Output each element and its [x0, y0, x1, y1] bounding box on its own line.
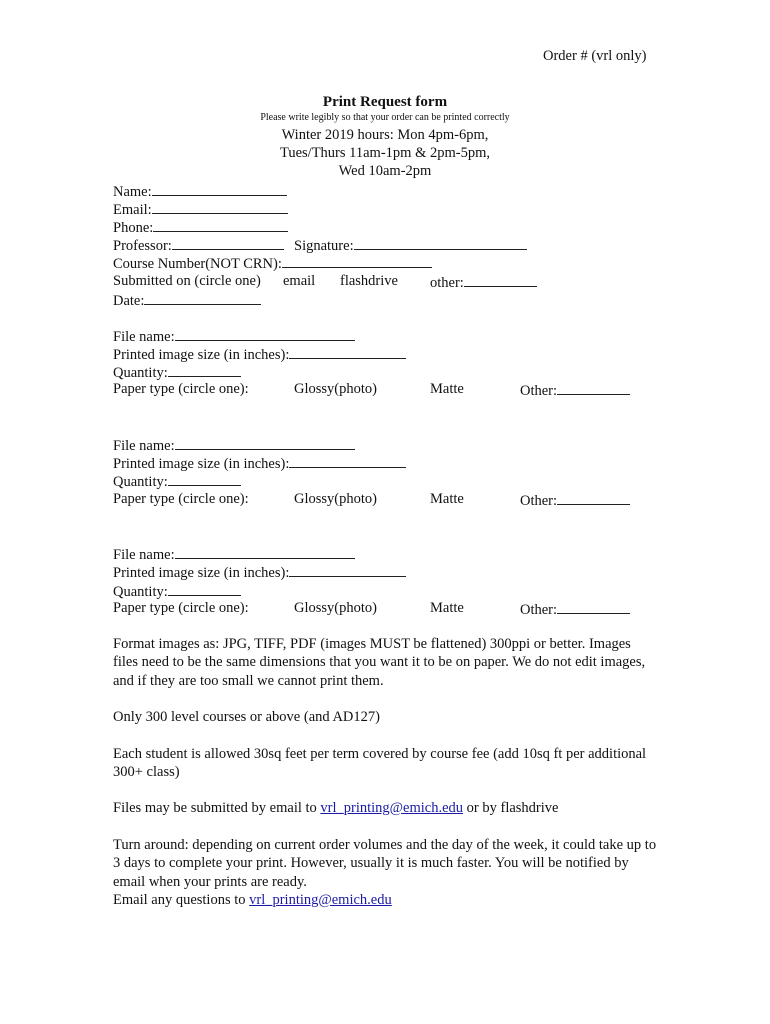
paper-option-other[interactable]: Other: [520, 493, 558, 509]
submit-other-row [430, 272, 537, 292]
paper-other-row [520, 490, 630, 510]
quantity-blank[interactable] [168, 362, 241, 377]
image-size-blank[interactable] [289, 453, 406, 468]
paper-option-matte[interactable]: Matte [430, 491, 464, 507]
form-subtitle: Please write legibly so that your order can be printed correctly [260, 112, 510, 123]
turnaround-info [113, 836, 658, 909]
quantity-row [113, 362, 241, 382]
files-prefix: Files may be submitted by email to [113, 800, 321, 816]
course-number-row [113, 253, 432, 273]
signature-blank[interactable] [354, 235, 527, 250]
image-size-row [113, 453, 406, 473]
quantity-label: Quantity: [113, 584, 168, 600]
image-size-blank[interactable] [289, 562, 406, 577]
order-number-label: Order # (vrl only) [543, 48, 647, 64]
paper-other-row [520, 599, 630, 619]
levels-text: Only 300 level courses or above (and AD127) [113, 709, 380, 725]
submit-other-blank[interactable] [464, 272, 537, 287]
file-name-label: File name: [113, 438, 175, 454]
paper-option-matte[interactable]: Matte [430, 600, 464, 616]
paper-option-glossy[interactable]: Glossy(photo) [294, 491, 377, 507]
level-requirement [113, 708, 658, 726]
professor-row [113, 235, 284, 255]
quantity-label: Quantity: [113, 474, 168, 490]
phone-label: Phone: [113, 220, 154, 236]
paper-option-other[interactable]: Other: [520, 602, 558, 618]
image-size-label: Printed image size (in inches): [113, 565, 290, 581]
course-number-blank[interactable] [282, 253, 432, 268]
image-size-label: Printed image size (in inches): [113, 456, 290, 472]
email-blank[interactable] [152, 199, 288, 214]
file-name-label: File name: [113, 547, 175, 563]
quantity-row [113, 471, 241, 491]
allowance-info [113, 745, 658, 782]
submit-option-other[interactable]: other: [430, 275, 464, 291]
paper-type-label: Paper type (circle one): [113, 600, 249, 616]
course-number-label: Course Number(NOT CRN): [113, 256, 282, 272]
quantity-blank[interactable] [168, 581, 241, 596]
professor-blank[interactable] [172, 235, 284, 250]
hours-line-3: Wed 10am-2pm [338, 163, 432, 179]
file-name-blank[interactable] [175, 544, 355, 559]
files-suffix: or by flashdrive [463, 800, 559, 816]
signature-row [294, 235, 527, 255]
phone-blank[interactable] [153, 217, 288, 232]
submission-info [113, 799, 658, 817]
paper-option-glossy[interactable]: Glossy(photo) [294, 381, 377, 397]
email-link[interactable]: vrl_printing@emich.edu [320, 800, 464, 816]
paper-option-other[interactable]: Other: [520, 383, 558, 399]
file-name-blank[interactable] [175, 326, 355, 341]
paper-option-glossy[interactable]: Glossy(photo) [294, 600, 377, 616]
paper-other-blank[interactable] [557, 599, 630, 614]
file-name-row [113, 435, 355, 455]
image-size-blank[interactable] [289, 344, 406, 359]
quantity-blank[interactable] [168, 471, 241, 486]
professor-label: Professor: [113, 238, 172, 254]
quantity-label: Quantity: [113, 365, 168, 381]
file-name-label: File name: [113, 329, 175, 345]
quantity-row [113, 581, 241, 601]
name-label: Name: [113, 184, 152, 200]
date-label: Date: [113, 293, 145, 309]
hours-line-1: Winter 2019 hours: Mon 4pm-6pm, [281, 127, 489, 143]
hours-line-2: Tues/Thurs 11am-1pm & 2pm-5pm, [280, 145, 490, 161]
signature-label: Signature: [294, 238, 354, 254]
questions-prefix: Email any questions to [113, 891, 250, 908]
paper-other-blank[interactable] [557, 380, 630, 395]
file-name-row [113, 544, 355, 564]
submit-option-email[interactable]: email [283, 273, 316, 289]
submitted-on-label: Submitted on (circle one) [113, 273, 261, 289]
form-title: Print Request form [322, 94, 448, 110]
file-name-blank[interactable] [175, 435, 355, 450]
name-blank[interactable] [152, 181, 287, 196]
turnaround-text: Turn around: depending on current order volumes and the day of the week, it could take up to 3 days to complete your print. However, usually it is much faster. You will be notified by email when your prints are ready. [113, 837, 657, 890]
paper-type-label: Paper type (circle one): [113, 491, 249, 507]
paper-other-row [520, 380, 630, 400]
phone-row [113, 217, 288, 237]
paper-option-matte[interactable]: Matte [430, 381, 464, 397]
name-row [113, 181, 287, 201]
email-row [113, 199, 288, 219]
image-size-row [113, 344, 406, 364]
submit-option-flashdrive[interactable]: flashdrive [340, 273, 398, 289]
questions-email-link[interactable]: vrl_printing@emich.edu [249, 891, 392, 908]
paper-other-blank[interactable] [557, 490, 630, 505]
email-label: Email: [113, 202, 152, 218]
image-size-label: Printed image size (in inches): [113, 347, 290, 363]
format-text: Format images as: JPG, TIFF, PDF (images MUST be flattened) 300ppi or better. Images files need to be the same dimensions that you want it to be on paper. We do not edit images, and if they are too small we cannot print them. [113, 636, 646, 689]
image-size-row [113, 562, 406, 582]
allowance-text: Each student is allowed 30sq feet per term covered by course fee (add 10sq ft per additional 300+ class) [113, 746, 647, 781]
file-name-row [113, 326, 355, 346]
paper-type-label: Paper type (circle one): [113, 381, 249, 397]
date-row [113, 290, 261, 310]
format-instructions [113, 635, 658, 690]
date-blank[interactable] [144, 290, 261, 305]
